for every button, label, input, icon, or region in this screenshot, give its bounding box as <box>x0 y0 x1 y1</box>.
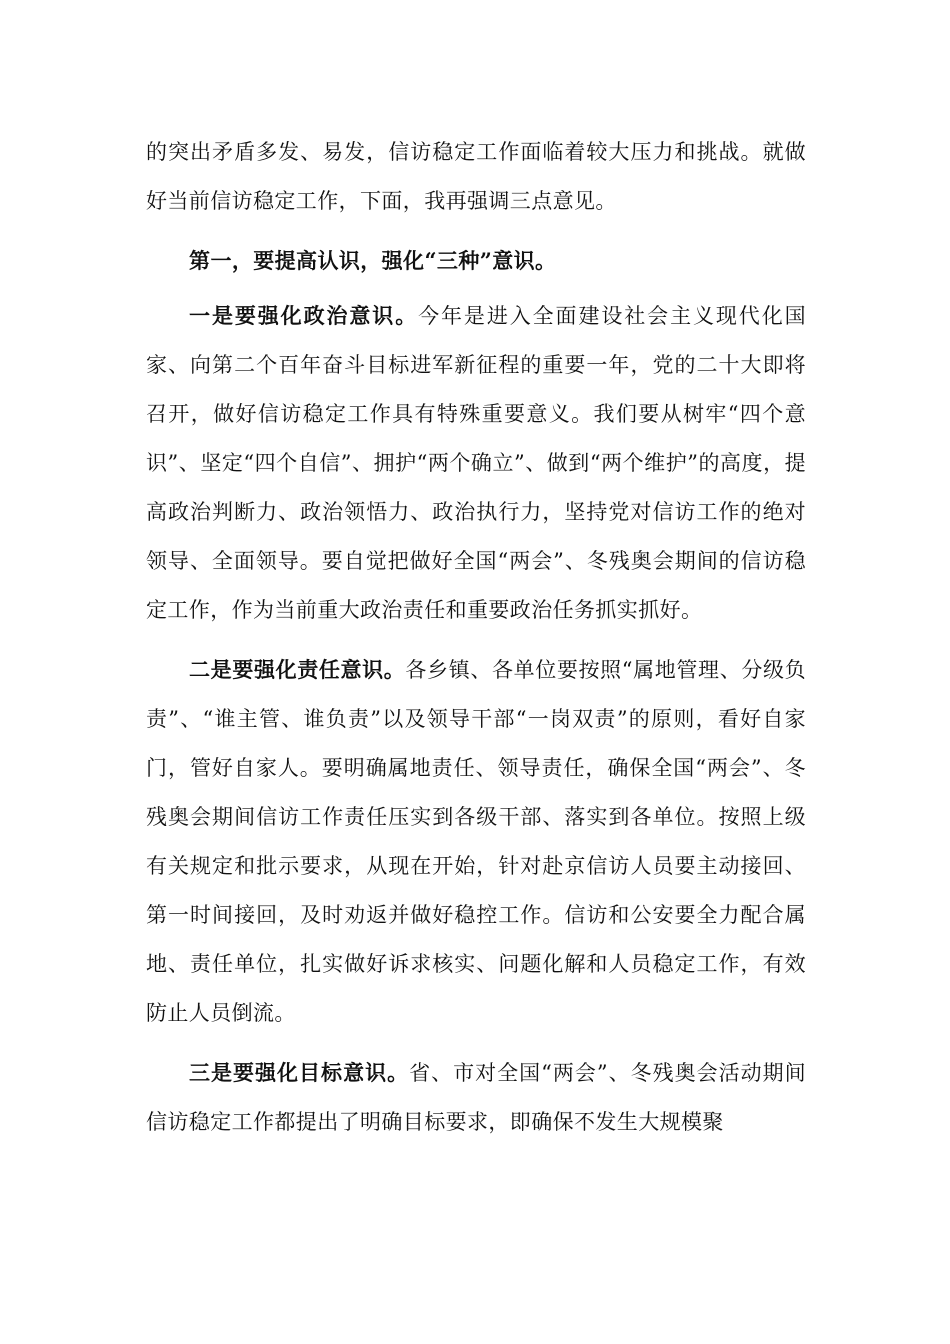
paragraph-text: 今年是进入全面建设社会主义现代化国家、向第二个百年奋斗目标进军新征程的重要一年，党的二十大即将召开，做好信访稳定工作具有特殊重要意义。我们要从树牢“四个意识”、坚定“四个自信”、拥护“两个确立”、做到“两个维护”的高度，提高政治判断力、政治领悟力、政治执行力，坚持党对信访工作的绝对领导、全面领导。要自觉把做好全国“两会”、冬残奥会期间的信访稳定工作，作为当前重大政治责任和重要政治任务抓实抓好。 <box>146 304 806 622</box>
paragraph-lead: 二是要强化责任意识。 <box>189 657 406 682</box>
paragraph-continuation <box>146 128 806 226</box>
section-heading-text: 第一，要提高认识，强化“三种”意识。 <box>189 248 557 273</box>
document-body <box>146 128 806 1147</box>
paragraph-lead: 一是要强化政治意识。 <box>189 303 419 328</box>
paragraph-text: 各乡镇、各单位要按照“属地管理、分级负责”、“谁主管、谁负责”以及领导干部“一岗双责”的原则，看好自家门，管好自家人。要明确属地责任、领导责任，确保全国“两会”、冬残奥会期间信访工作责任压实到各级干部、落实到各单位。按照上级有关规定和批示要求，从现在开始，针对赴京信访人员要主动接回、第一时间接回，及时劝返并做好稳控工作。信访和公安要全力配合属地、责任单位，扎实做好诉求核实、问题化解和人员稳定工作，有效防止人员倒流。 <box>146 658 807 1025</box>
paragraph-text: 省、市对全国“两会”、冬残奥会活动期间信访稳定工作都提出了明确目标要求，即确保不发生大规模聚 <box>146 1061 806 1134</box>
paragraph-responsibility-awareness <box>146 645 806 1038</box>
paragraph-target-awareness <box>146 1048 806 1147</box>
section-heading-first <box>146 236 806 285</box>
paragraph-text: 的突出矛盾多发、易发，信访稳定工作面临着较大压力和挑战。就做好当前信访稳定工作，下面，我再强调三点意见。 <box>146 140 806 213</box>
paragraph-political-awareness <box>146 291 806 635</box>
paragraph-lead: 三是要强化目标意识。 <box>189 1060 410 1085</box>
